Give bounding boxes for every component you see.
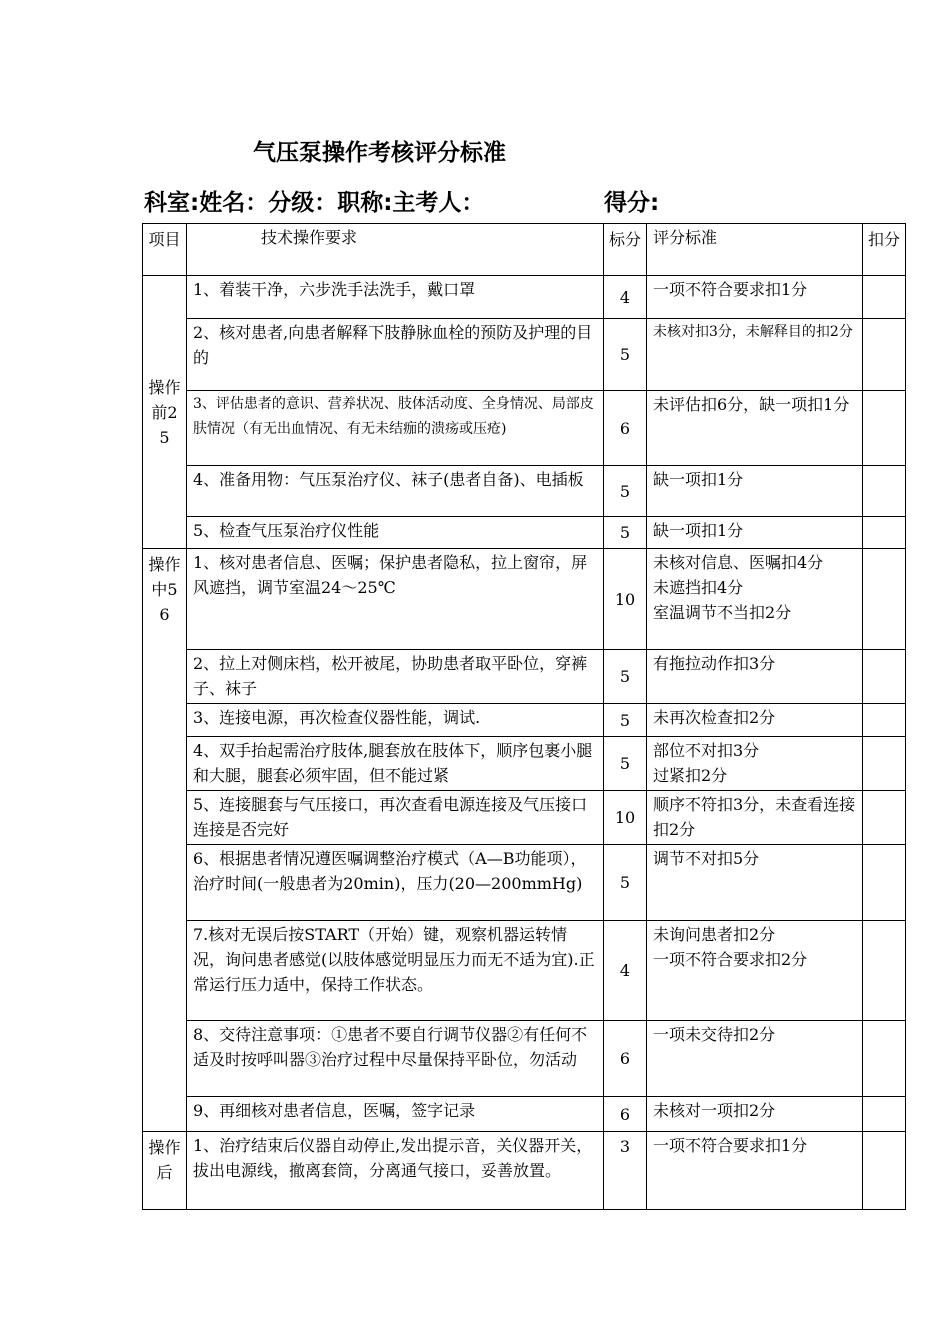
standard-cell: 未核对扣3分，未解释目的扣2分	[647, 319, 863, 391]
table-row	[143, 319, 906, 391]
requirement-cell: 6、根据患者情况遵医嘱调整治疗模式（A—B功能项），治疗时间(一般患者为20min)，压力(20—200mmHg)	[187, 845, 604, 921]
requirement-cell: 2、拉上对侧床档，松开被尾，协助患者取平卧位，穿裤子、袜子	[187, 650, 604, 704]
points-cell: 5	[604, 319, 647, 391]
requirement-cell: 4、准备用物：气压泵治疗仪、袜子(患者自备)、电插板	[187, 466, 604, 517]
header-requirement: 技术操作要求	[187, 224, 604, 276]
points-cell: 6	[604, 391, 647, 466]
points-cell: 4	[604, 921, 647, 1021]
table-row	[143, 391, 906, 466]
deduct-cell[interactable]	[863, 845, 906, 921]
deduct-cell[interactable]	[863, 549, 906, 650]
deduct-cell[interactable]	[863, 791, 906, 845]
header-deduct: 扣分	[863, 224, 906, 276]
requirement-cell: 9、再细核对患者信息，医嘱，签字记录	[187, 1097, 604, 1132]
table-header-row	[143, 224, 906, 276]
deduct-cell[interactable]	[863, 704, 906, 737]
deduct-cell[interactable]	[863, 1097, 906, 1132]
requirement-cell: 8、交待注意事项：①患者不要自行调节仪器②有任何不适及时按呼叫器③治疗过程中尽量保持平卧位，勿活动	[187, 1021, 604, 1097]
info-line	[144, 184, 924, 218]
standard-cell: 未评估扣6分，缺一项扣1分	[647, 391, 863, 466]
standard-cell: 一项不符合要求扣1分	[647, 1132, 863, 1210]
header-points: 标分	[604, 224, 647, 276]
requirement-cell: 1、治疗结束后仪器自动停止,发出提示音，关仪器开关，拔出电源线，撤离套筒，分离通气接口，妥善放置。	[187, 1132, 604, 1210]
standard-cell: 未核对信息、医嘱扣4分 未遮挡扣4分 室温调节不当扣2分	[647, 549, 863, 650]
section-label: 操作后	[143, 1132, 187, 1210]
requirement-cell: 7.核对无误后按START（开始）键，观察机器运转情况，询问患者感觉(以肢体感觉明显压力而无不适为宜).正常运行压力适中，保持工作状态。	[187, 921, 604, 1021]
table-row	[143, 466, 906, 517]
points-cell: 5	[604, 517, 647, 549]
requirement-cell: 5、检查气压泵治疗仪性能	[187, 517, 604, 549]
table-row	[143, 845, 906, 921]
header-standard: 评分标准	[647, 224, 863, 276]
deduct-cell[interactable]	[863, 737, 906, 791]
table-row	[143, 276, 906, 319]
standard-cell: 缺一项扣1分	[647, 466, 863, 517]
standard-cell: 部位不对扣3分 过紧扣2分	[647, 737, 863, 791]
table-row	[143, 1021, 906, 1097]
points-cell: 5	[604, 845, 647, 921]
standard-cell: 调节不对扣5分	[647, 845, 863, 921]
score-field: 得分:	[604, 190, 660, 216]
standard-cell: 有拖拉动作扣3分	[647, 650, 863, 704]
table-row	[143, 737, 906, 791]
points-cell: 10	[604, 549, 647, 650]
table-row	[143, 1097, 906, 1132]
points-cell: 3	[604, 1132, 647, 1210]
standard-cell: 顺序不符扣3分，未查看连接扣2分	[647, 791, 863, 845]
requirement-cell: 4、双手抬起需治疗肢体,腿套放在肢体下，顺序包裹小腿和大腿，腿套必须牢固，但不能过紧	[187, 737, 604, 791]
deduct-cell[interactable]	[863, 319, 906, 391]
points-cell: 5	[604, 650, 647, 704]
info-fields: 科室:姓名：分级：职称:主考人：	[144, 190, 485, 216]
page-title: 气压泵操作考核评分标准	[253, 140, 506, 166]
standard-cell: 一项不符合要求扣1分	[647, 276, 863, 319]
table-row	[143, 1132, 906, 1210]
table-row	[143, 549, 906, 650]
standard-cell: 未核对一项扣2分	[647, 1097, 863, 1132]
table-row	[143, 517, 906, 549]
table-row	[143, 650, 906, 704]
scoring-table	[142, 223, 906, 1210]
requirement-cell: 1、着装干净，六步洗手法洗手，戴口罩	[187, 276, 604, 319]
standard-cell: 未再次检查扣2分	[647, 704, 863, 737]
points-cell: 4	[604, 276, 647, 319]
requirement-cell: 1、核对患者信息、医嘱；保护患者隐私，拉上窗帘，屏风遮挡，调节室温24～25℃	[187, 549, 604, 650]
points-cell: 6	[604, 1021, 647, 1097]
section-label: 操作中56	[143, 549, 187, 1132]
deduct-cell[interactable]	[863, 1021, 906, 1097]
table-row	[143, 791, 906, 845]
table-row	[143, 921, 906, 1021]
points-cell: 5	[604, 466, 647, 517]
header-item: 项目	[143, 224, 187, 276]
points-cell: 6	[604, 1097, 647, 1132]
deduct-cell[interactable]	[863, 466, 906, 517]
requirement-cell: 2、核对患者,向患者解释下肢静脉血栓的预防及护理的目的	[187, 319, 604, 391]
points-cell: 10	[604, 791, 647, 845]
requirement-cell: 5、连接腿套与气压接口，再次查看电源连接及气压接口连接是否完好	[187, 791, 604, 845]
points-cell: 5	[604, 704, 647, 737]
table-row	[143, 704, 906, 737]
deduct-cell[interactable]	[863, 650, 906, 704]
standard-cell: 未询问患者扣2分 一项不符合要求扣2分	[647, 921, 863, 1021]
requirement-cell: 3、连接电源，再次检查仪器性能，调试.	[187, 704, 604, 737]
deduct-cell[interactable]	[863, 517, 906, 549]
deduct-cell[interactable]	[863, 1132, 906, 1210]
points-cell: 5	[604, 737, 647, 791]
standard-cell: 一项未交待扣2分	[647, 1021, 863, 1097]
section-label: 操作前25	[143, 276, 187, 549]
requirement-cell: 3、评估患者的意识、营养状况、肢体活动度、全身情况、局部皮肤情况（有无出血情况、有无未结痂的溃疡或压疮)	[187, 391, 604, 466]
deduct-cell[interactable]	[863, 921, 906, 1021]
deduct-cell[interactable]	[863, 391, 906, 466]
standard-cell: 缺一项扣1分	[647, 517, 863, 549]
deduct-cell[interactable]	[863, 276, 906, 319]
